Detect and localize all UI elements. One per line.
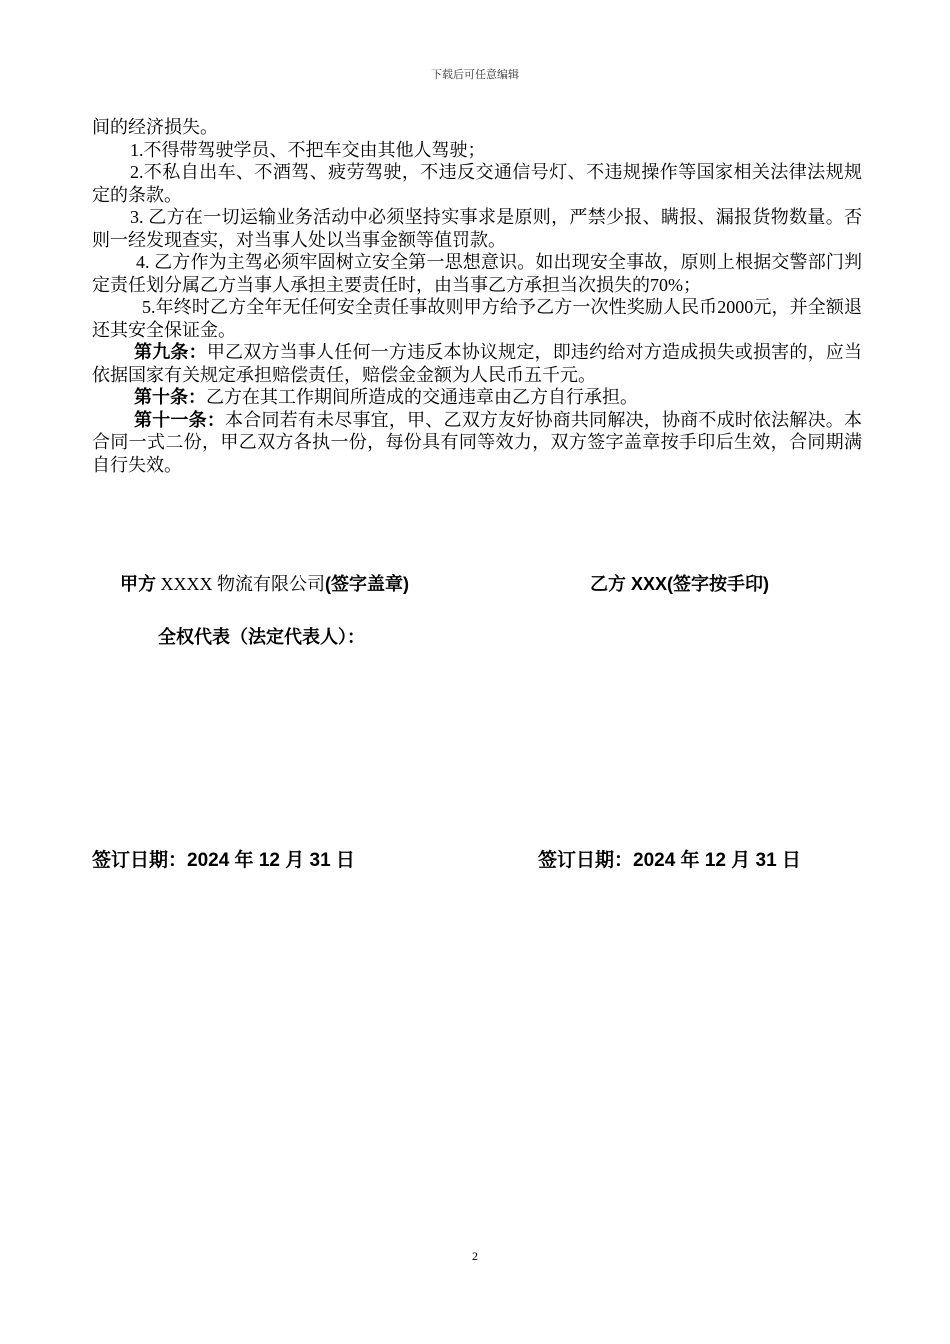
article-9-label: 第九条： — [134, 342, 207, 362]
page-number: 2 — [472, 1249, 478, 1263]
party-a-name: XXXX 物流有限公司 — [156, 574, 325, 594]
clause-5: 5.年终时乙方全年无任何安全责任事故则甲方给予乙方一次性奖励人民币2000元，并全额退还其安全保证金。 — [92, 297, 862, 340]
signing-date-party-b: 签订日期：2024 年 12 月 31 日 — [538, 850, 801, 871]
party-a-signature — [120, 570, 409, 596]
representative-label: 全权代表（法定代表人）： — [158, 627, 365, 647]
article-11-text: 本合同若有未尽事宜，甲、乙双方友好协商共同解决，协商不成时依法解决。本合同一式二份，甲乙双方各执一份，每份具有同等效力，双方签字盖章按手印后生效，合同期满自行失效。 — [92, 409, 863, 475]
article-10-label: 第十条： — [134, 387, 206, 407]
party-b-signature: 乙方 XXX(签字按手印) — [590, 574, 770, 594]
article-10-text: 乙方在其工作期间所造成的交通违章由乙方自行承担。 — [206, 387, 638, 407]
article-10 — [92, 386, 862, 409]
article-9-text: 甲乙双方当事人任何一方违反本协议规定，即违约给对方造成损失或损害的，应当依据国家有关规定承担赔偿责任，赔偿金金额为人民币五千元。 — [92, 342, 863, 385]
party-a-suffix: (签字盖章) — [325, 574, 409, 594]
signing-date-party-a: 签订日期：2024 年 12 月 31 日 — [92, 850, 355, 871]
contract-body — [92, 116, 862, 476]
article-11 — [92, 409, 862, 477]
page-header: 下载后可任意编辑 — [431, 68, 519, 81]
party-a-prefix: 甲方 — [120, 574, 156, 594]
clause-1: 1.不得带驾驶学员、不把车交由其他人驾驶； — [130, 139, 486, 160]
article-9 — [92, 341, 862, 386]
clause-3: 3. 乙方在一切运输业务活动中必须坚持实事求是原则，严禁少报、瞒报、漏报货物数量。否则一经发现查实，对当事人处以当事金额等值罚款。 — [92, 207, 862, 250]
clause-2: 2.不私自出车、不酒驾、疲劳驾驶，不违反交通信号灯、不违规操作等国家相关法律法规规定的条款。 — [92, 162, 862, 205]
paragraph-continuation: 间的经济损失。 — [92, 117, 218, 137]
article-11-label: 第十一条： — [134, 409, 226, 430]
clause-4: 4. 乙方作为主驾必须牢固树立安全第一思想意识。如出现安全事故，原则上根据交警部门判定责任划分属乙方当事人承担主要责任时，由当事乙方承担当次损失的70%； — [92, 252, 862, 295]
